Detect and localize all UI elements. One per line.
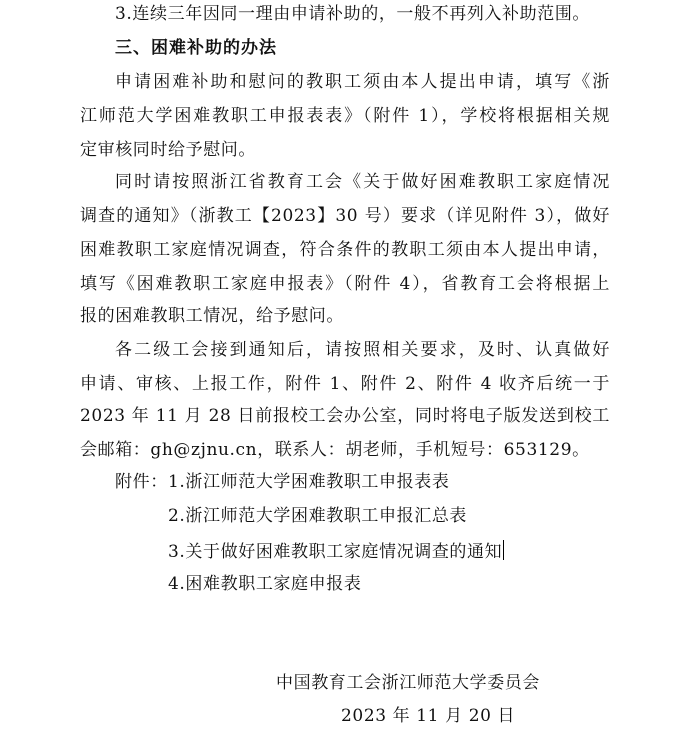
attachment-item [168, 540, 504, 562]
attachment-item: 1.浙江师范大学困难教职工申报表表 [168, 472, 450, 492]
attachment-item: 4.困难教职工家庭申报表 [168, 574, 362, 594]
attachment-item: 2.浙江师范大学困难教职工申报汇总表 [168, 506, 468, 526]
paragraph-line: 会邮箱：gh@zjnu.cn，联系人：胡老师，手机短号：653129。 [80, 440, 590, 460]
text-cursor[interactable] [503, 540, 504, 560]
paragraph-line: 报的困难教职工情况，给予慰问。 [80, 306, 344, 326]
paragraph-line: 2023 年 11 月 28 日前报校工会办公室，同时将电子版发送到校工 [80, 406, 610, 426]
paragraph-line: 申请、审核、上报工作，附件 1、附件 2、附件 4 收齐后统一于 [80, 374, 610, 394]
section-heading: 三、困难补助的办法 [115, 38, 277, 58]
paragraph-line: 同时请按照浙江省教育工会《关于做好困难教职工家庭情况 [115, 172, 610, 192]
paragraph-line: 调查的通知》（浙教工【2023】30 号）要求（详见附件 3），做好 [80, 206, 610, 226]
attachments-label: 附件： [115, 472, 168, 492]
paragraph-line: 3.连续三年因同一理由申请补助的，一般不再列入补助范围。 [115, 4, 591, 24]
paragraph-line: 江师范大学困难教职工申报表表》（附件 1），学校将根据相关规 [80, 106, 610, 126]
paragraph-line: 各二级工会接到通知后，请按照相关要求，及时、认真做好 [115, 340, 610, 360]
attachment-item-text: 3.关于做好困难教职工家庭情况调查的通知 [168, 542, 503, 562]
paragraph-line: 定审核同时给予慰问。 [80, 140, 256, 160]
paragraph-line: 困难教职工家庭情况调查，符合条件的教职工须由本人提出申请， [80, 240, 610, 260]
paragraph-line: 填写《困难教职工家庭申报表》（附件 4），省教育工会将根据上 [80, 274, 610, 294]
signature-date: 2023 年 11 月 20 日 [341, 706, 516, 726]
paragraph-line: 申请困难补助和慰问的教职工须由本人提出申请，填写《浙 [115, 72, 610, 92]
signature-organization: 中国教育工会浙江师范大学委员会 [276, 673, 540, 693]
